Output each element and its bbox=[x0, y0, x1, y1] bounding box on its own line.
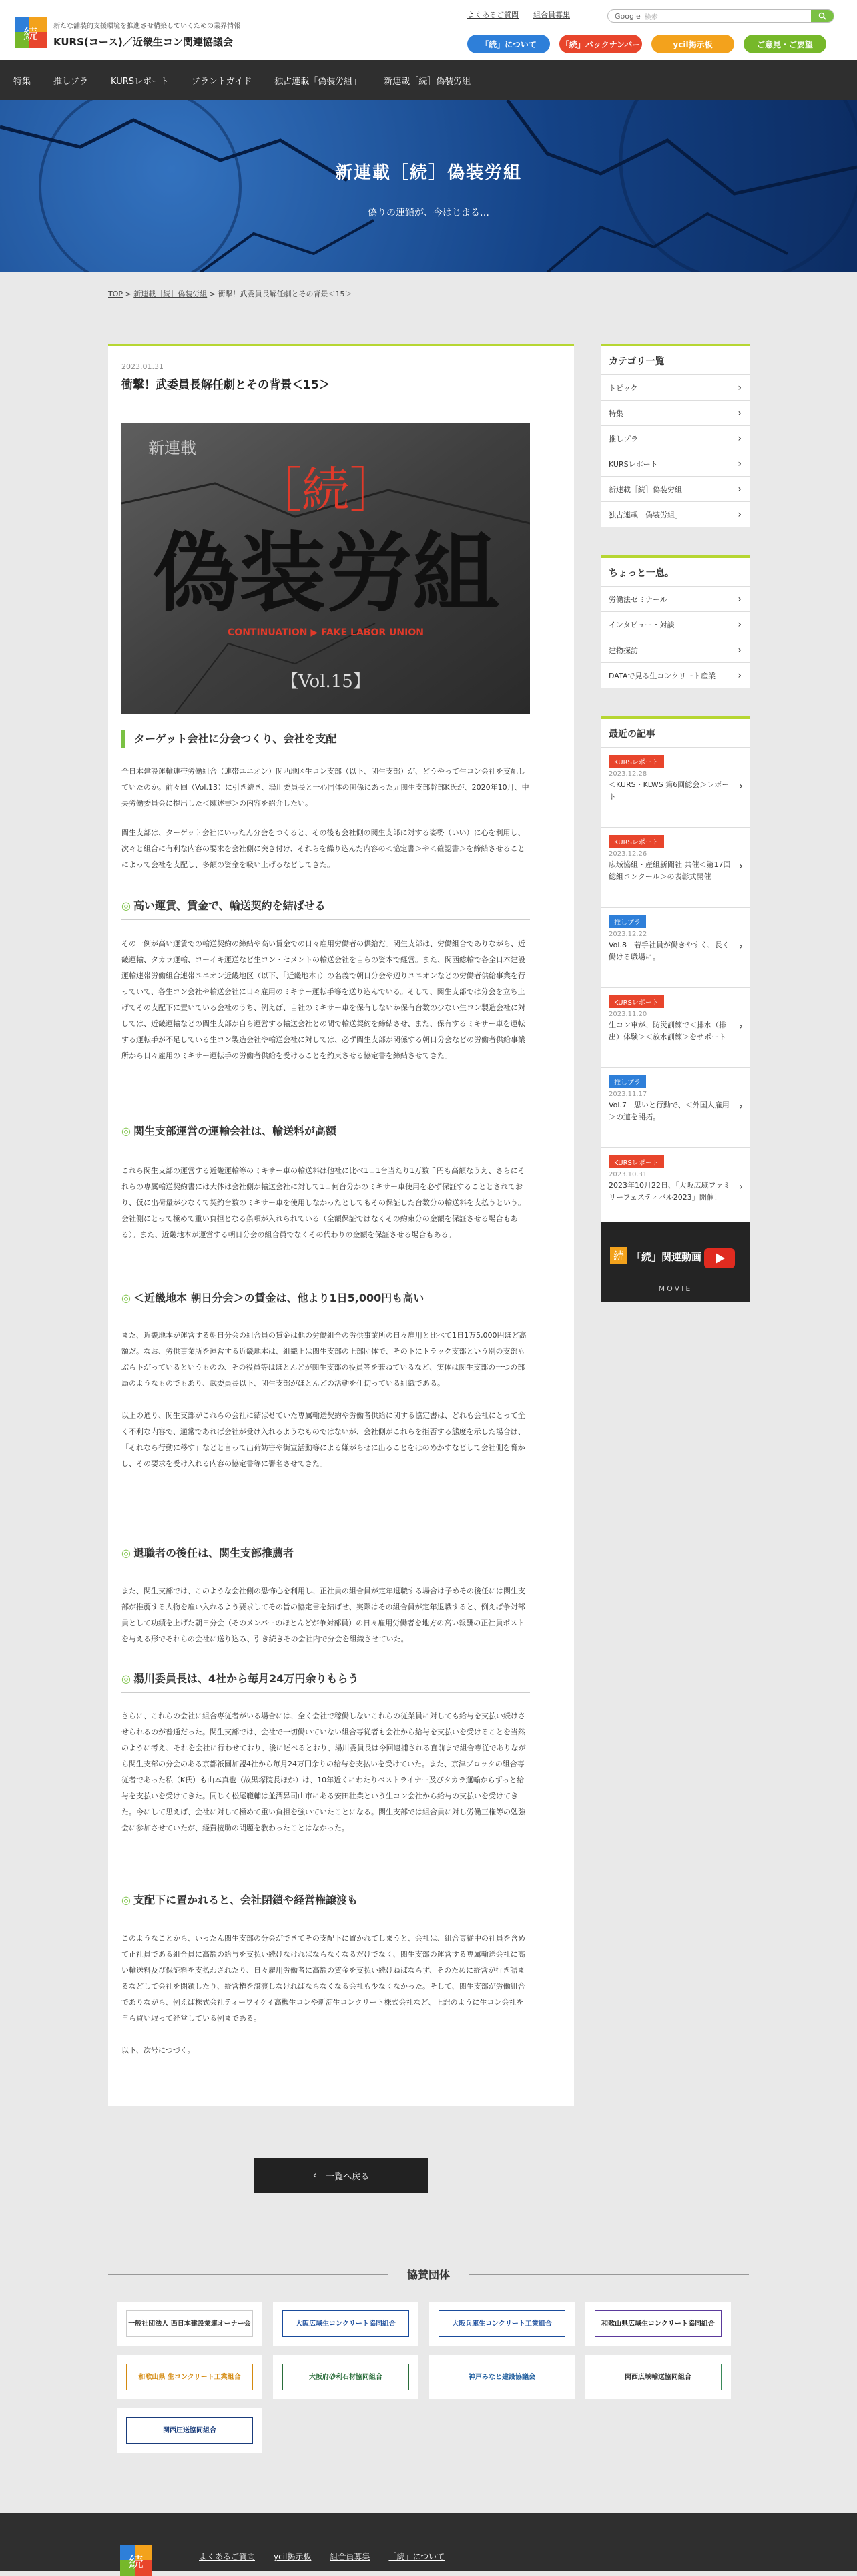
sponsor-logo: 和歌山県 生コンクリート工業組合 bbox=[126, 2364, 253, 2390]
cta-feedback[interactable]: ご意見・ご要望 bbox=[744, 35, 826, 53]
sidebar-item-oshipura[interactable]: 推しプラ › bbox=[601, 425, 750, 451]
image-kanji-main: 偽装労組 bbox=[152, 522, 500, 624]
category-badge: KURSレポート bbox=[609, 995, 664, 1008]
nav-item-exclusive-series[interactable]: 独占連載「偽装労組」 bbox=[274, 76, 362, 87]
sidebar-misc bbox=[601, 555, 750, 688]
recent-article-item[interactable] bbox=[601, 907, 750, 987]
sidebar-misc-title: ちょっと一息。 bbox=[601, 555, 750, 586]
hero-subtitle: 偽りの連鎖が、今はじまる… bbox=[368, 208, 489, 218]
site-logo-icon[interactable] bbox=[15, 17, 47, 48]
sponsor-logo: 関西圧送協同組合 bbox=[126, 2417, 253, 2444]
recent-article-title: ＜KURS・KLWS 第6回総会＞レポート bbox=[609, 780, 730, 801]
recent-article-item[interactable] bbox=[601, 747, 750, 827]
sponsor-grid bbox=[117, 2302, 738, 2453]
image-kicker: 新連載 bbox=[148, 439, 196, 457]
category-badge: KURSレポート bbox=[609, 1155, 664, 1168]
back-to-list-label: 一覧へ戻る bbox=[326, 2171, 370, 2182]
post-date: 2023.01.31 bbox=[121, 362, 164, 371]
chevron-right-icon: › bbox=[738, 593, 742, 605]
article-card bbox=[108, 344, 574, 2106]
hero-title: 新連載［続］偽装労組 bbox=[334, 163, 522, 183]
sidebar-recent bbox=[601, 716, 750, 1228]
category-badge: KURSレポート bbox=[609, 755, 664, 768]
sponsors-title: 協賛団体 bbox=[406, 2268, 450, 2281]
chevron-right-icon: › bbox=[739, 941, 743, 952]
footer-link-faq[interactable]: よくあるご質問 bbox=[199, 2552, 256, 2561]
section-heading-2: ◎ 関生支部運営の運輸会社は、輸送料が高額 bbox=[121, 1123, 530, 1145]
video-banner-art bbox=[601, 1222, 750, 1302]
chevron-right-icon: › bbox=[739, 1101, 743, 1112]
section-marker-icon: ◎ bbox=[121, 899, 131, 912]
faq-link[interactable]: よくあるご質問 bbox=[467, 11, 519, 19]
recent-article-date: 2023.12.28 bbox=[609, 770, 647, 778]
recent-article-date: 2023.12.26 bbox=[609, 850, 647, 858]
sidebar-item-interview[interactable]: インタビュー・対談 › bbox=[601, 611, 750, 637]
nav-item-feature[interactable]: 特集 bbox=[13, 76, 31, 87]
breadcrumb-parent[interactable]: 新連載［続］偽装労組 bbox=[133, 290, 208, 298]
search-box[interactable] bbox=[607, 9, 834, 23]
footer-link-about[interactable]: 「続」について bbox=[388, 2552, 445, 2561]
sponsor-logo: 一般社団法人 西日本建設業連オーナー会 bbox=[126, 2310, 253, 2337]
search-icon bbox=[818, 12, 826, 20]
sponsor-logo: 大阪府砂利石材協同組合 bbox=[282, 2364, 409, 2390]
section-marker-icon: ◎ bbox=[121, 1672, 131, 1685]
chevron-right-icon: › bbox=[738, 509, 742, 520]
image-tagline: CONTINUATION ▶ FAKE LABOR UNION bbox=[228, 627, 424, 638]
cta-backnumber[interactable]: 「続」バックナンバー bbox=[559, 35, 642, 53]
section-body-2: これら関生支部の運営する近畿運輸等のミキサー車の輸送料は他社に比べ1日1台当たり1万数千円も高額なうえ、さらにそれらの専属輸送契約書には大体は会社側が輸送会社に対して1日何台分かのミキサー車使用を必ず保証することとされており、仮に出荷量が少なくて契約台数のミキサー車を使用しなかったとしてもその保証した台数分の輸送料を支払うという。会社側にとって極めて重い負担となる条項が入れられている（全額保証ではなくその約束分の金額を保証させる場合もある）。また、近畿地本が運営する朝日分会の組合員でなくその代わりの金額を保証させる場合もある。 bbox=[121, 1166, 525, 1239]
recent-article-title: 2023年10月22日、「大阪広域ファミリーフェスティバル2023」開催！ bbox=[609, 1181, 731, 1202]
chevron-right-icon: › bbox=[739, 1021, 743, 1032]
section-heading-1: ◎ 高い運賃、賃金で、輸送契約を結ばせる bbox=[121, 897, 530, 920]
chevron-left-icon: ‹ bbox=[312, 2170, 317, 2181]
sidebar-item-labor-law[interactable]: 労働法ゼミナール › bbox=[601, 586, 750, 611]
site-name[interactable]: KURS(コース)／近畿生コン関連協議会 bbox=[53, 36, 233, 48]
recent-article-date: 2023.12.22 bbox=[609, 931, 647, 938]
cta-about[interactable]: 「続」について bbox=[467, 35, 550, 53]
intro-paragraph-1: 全日本建設運輸連帯労働組合（連帯ユニオン）関西地区生コン支部（以下、関生支部）が、どうやって生コン会社を支配していたのか。前々回（Vol.13）に引き続き、湯川委員長と一心同体の関係にあった元関生支部幹部K氏が、2020年10月、中央労働委員会に提出した＜陳述書＞の内容を紹介したい。 bbox=[121, 767, 529, 808]
section-heading-4: ◎ 退職者の後任は、関生支部推薦者 bbox=[121, 1545, 530, 1567]
sponsor-logo-card[interactable] bbox=[429, 2302, 575, 2346]
sponsor-logo-card[interactable] bbox=[117, 2302, 262, 2346]
recent-article-title: Vol.8 若手社員が働きやすく、長く働ける職場に。 bbox=[609, 941, 730, 961]
chevron-right-icon: › bbox=[738, 407, 742, 419]
article-feature-image bbox=[121, 423, 530, 714]
section-marker-icon: ◎ bbox=[121, 1125, 131, 1137]
chevron-right-icon: › bbox=[738, 644, 742, 656]
video-banner-label: 「続」関連動画 bbox=[631, 1251, 702, 1263]
footer-link-recruit[interactable]: 組合員募集 bbox=[330, 2552, 370, 2561]
section-body-3: また、近畿地本が運営する朝日分会の組合員の賃金は他の労働組合の労供事業所の日々雇用と比べて1日1万5,000円ほど高額だ。なお、労供事業所を運営する近畿地本は、組織上は関生支部の上部団体で、その下にトラック支部という別の支部もぶら下がっているというものの、その役員等はほとんどが関生支部の役員等を兼ねているなど、実体は関生支部の一つの部局のようなものでもあり、武委員長以下、関生支部がほとんどの活動を仕切っている組織である。 以上の通り、関生支部がこれらの会社に結ばせていた専属輸送契約や労働者供給に関する協定書は、どれも会社にとって全く不利な内容で、通常であれば会社が受け入れるようなものではないが、会社側がこれらを拒否する態度を示した場合は、「それなら行動に移す」などと言って出荷妨害や街宣活動等による嫌がらせに出ることをほのめかすなどして会社側を脅かし、その要求を受け入れる内容の協定書等に署名させてきた。 bbox=[121, 1331, 527, 1468]
section-marker-icon: ◎ bbox=[121, 1547, 131, 1559]
sponsor-logo-card[interactable] bbox=[273, 2302, 418, 2346]
page-title: 衝撃！武委員長解任劇とその背景＜15＞ bbox=[121, 378, 330, 392]
member-recruit-link[interactable]: 組合員募集 bbox=[533, 11, 570, 19]
section-marker-icon: ◎ bbox=[121, 1894, 131, 1906]
recent-article-title: 生コン車が、防災訓練で＜排水（排出）体験＞＜放水訓練＞をサポート bbox=[609, 1021, 726, 1041]
sponsor-logo-card[interactable] bbox=[429, 2355, 575, 2399]
sponsor-logo-card[interactable] bbox=[585, 2355, 731, 2399]
svg-text:続: 続 bbox=[613, 1250, 625, 1262]
category-badge: KURSレポート bbox=[609, 835, 664, 848]
nav-item-plant-guide[interactable]: プラントガイド bbox=[192, 76, 252, 87]
chevron-right-icon: › bbox=[738, 382, 742, 393]
sidebar-item-building-visit[interactable]: 建物探訪 › bbox=[601, 637, 750, 662]
hero-crack-pattern bbox=[0, 100, 857, 272]
section-heading-3: ◎ ＜近畿地本 朝日分会＞の賃金は、他より1日5,000円も高い bbox=[121, 1290, 530, 1312]
cta-board[interactable]: ycil掲示板 bbox=[651, 35, 734, 53]
svg-text:続: 続 bbox=[23, 27, 39, 43]
chevron-right-icon: › bbox=[739, 861, 743, 872]
sponsor-logo: 関西広域輸送協同組合 bbox=[595, 2364, 722, 2390]
breadcrumb-current: 衝撃！武委員長解任劇とその背景＜15＞ bbox=[218, 290, 352, 298]
section-body-5: さらに、これらの会社に組合専従者がいる場合には、全く会社で稼働しないこれらの従業員に対しても給与を支払い続けさせられるのが普通だった。関生支部では、会社で一切働いていない組合専従者も会社から給与を支払いを受けることを当然のように考え、それを会社に行わせており、後に述べるとおり、湯川委員長は今回逮捕される直前まで組合専従でありながら関生支部の分会のある京都祇園加盟4社から毎月24万円余りの給与を支払いを受けていた。また、京津ブロックの組合専従者であった私（K氏）も山本真也（故黒塚院長ほか）は、10年近くにわたりベストライナー及びタカラ運輸からずっと給与を支払いを受けてきた。同じく松尾範輔は並潤昇司山市にある安田壮業という生コン会社から給与の支払いを受けてきた。今にして思えば、会社に対して極めて重い負担を強いていたことになる。関生支部では組合員に対し労働三権等の勉強会に参加させていたが、経費接助の問題を教わったことはなかった。 bbox=[121, 1712, 526, 1832]
sidebar-recent-title: 最近の記事 bbox=[601, 716, 750, 747]
nav-item-new-series[interactable]: 新連載［続］偽装労組 bbox=[384, 76, 471, 87]
recent-article-date: 2023.11.20 bbox=[609, 1011, 647, 1018]
site-header bbox=[0, 0, 857, 60]
search-button[interactable] bbox=[811, 9, 834, 23]
main-nav bbox=[0, 60, 857, 100]
sidebar-item-kurs-report[interactable]: KURSレポート › bbox=[601, 451, 750, 476]
recent-article-title: Vol.7 思いと行動で、＜外国人雇用＞の道を開拓。 bbox=[609, 1101, 730, 1121]
sidebar-item-feature[interactable]: 特集 › bbox=[601, 400, 750, 425]
recent-article-date: 2023.10.31 bbox=[609, 1171, 647, 1178]
recent-article-title: 広域協組・産組新聞社 共催＜第17回総組コンクール＞の表彰式開催 bbox=[609, 860, 731, 881]
footer-logo-icon[interactable] bbox=[120, 2545, 152, 2576]
sponsor-logo-card[interactable] bbox=[273, 2355, 418, 2399]
sidebar-item-topic[interactable]: トピック › bbox=[601, 374, 750, 400]
recent-article-item[interactable] bbox=[601, 1147, 750, 1228]
svg-text:続: 続 bbox=[128, 2555, 144, 2571]
search-provider-label: Google bbox=[615, 11, 641, 21]
lead-heading: ターゲット会社に分会つくり、会社を支配 bbox=[121, 730, 530, 748]
chevron-right-icon: › bbox=[738, 619, 742, 630]
intro-paragraph-2: 関生支部は、ターゲット会社にいったん分会をつくると、その後も会社側の関生支部に対する姿勢（いい）に心を利用し、次々と組合に有利な内容の要求を会社側に突き付け、それらを繰り込んだ内容の＜協定書＞や＜確認書＞を締結させることによって会社を支配し、多額の資金を吸い上げるなどしてきた。 bbox=[121, 828, 525, 869]
nav-item-oshipura[interactable]: 推しプラ bbox=[53, 76, 89, 87]
image-kanji-top: ［続］ bbox=[253, 462, 398, 518]
sidebar-item-data[interactable]: DATAで見る生コンクリート産業 › bbox=[601, 662, 750, 688]
hero-banner bbox=[0, 100, 857, 272]
chevron-right-icon: › bbox=[738, 458, 742, 469]
category-badge: 推しプラ bbox=[609, 1075, 646, 1088]
section-body-1: その一例が高い運賃での輸送契約の締結や高い賃金での日々雇用労働者の供給だ。関生支部は、労働組合でありながら、近畿運輸、タカラ運輸、コーイキ運送など生コン・セメントの輸送会社を自らの資本で経営。また、関西総輸で各全日本建設運輸連帯労働組合連帯ユニオン近畿地区（以下、「近畿地本」）の名義で朝日分会や辺りユニオンなどの労働者供給事業を行っていて、各生コン会社や輸送会社に日々雇用のミキサー運転手等を送り込んでいる。そして、関生支部では分会を立ち上げてその支配下に置いている会社のうち、例えば、自社のミキサー車を保有しないか保有台数の少ない生コン製造会社に対しては、近畿運輸などの関生支部が自ら運営する輸送会社との間で輸送契約を締結させ、また、保有するミキサー車を運転する運転手が不足している生コン製造会社や輸送会社に対しては、必ず関生支部が関係する朝日分会などの労働者供給事業所から日々雇用のミキサー運転手の労働者供給を受けることを約束させる協定書を締結させてきた。 bbox=[121, 939, 525, 1060]
site-footer bbox=[0, 2513, 857, 2571]
nav-item-kurs-report[interactable]: KURSレポート bbox=[111, 76, 170, 87]
chevron-right-icon: › bbox=[738, 483, 742, 495]
category-badge: 推しプラ bbox=[609, 915, 646, 928]
recent-article-item[interactable] bbox=[601, 987, 750, 1067]
section-marker-icon: ◎ bbox=[121, 1292, 131, 1304]
sponsor-logo: 大阪広域生コンクリート協同組合 bbox=[282, 2310, 409, 2337]
chevron-right-icon: › bbox=[739, 1182, 743, 1192]
sidebar-item-exclusive-series[interactable]: 独占連載「偽装労組」 › bbox=[601, 501, 750, 527]
sidebar-categories bbox=[601, 344, 750, 527]
section-body-4: また、関生支部では、このような会社側の恐怖心を利用し、正社員の組合員が定年退職する場合は予めその後任には関生支部が推薦する人物を雇い入れるよう要求してその旨の協定書を結ばせ、実際はその組合員が定年退職すると、例えば争対部員として功績を上げた朝日分会（そのメンバーのほとんどが争対部員）の日々雇用労働者を地方の高い報酬の正社員ポストを与える形でそれらの会社に送り込み、引き続きその会社内で分会を組織させていた。 bbox=[121, 1587, 525, 1643]
section-heading-6: ◎ 支配下に置かれると、会社閉鎖や経営権譲渡も bbox=[121, 1892, 530, 1914]
chevron-right-icon: › bbox=[738, 433, 742, 444]
section-body-6: このようなことから、いったん関生支部の分会ができてその支配下に置かれてしまうと、会社は、組合専従中の社員を含めて正社員である組合員に高額の給与を支払い続けなければならなくなるだけでなく、関生支部の運営する専属輸送会社に高い輸送料及び保証料を支払わされたり、日々雇用労働者に高額の賃金を支払い続けねばならず、そのために経営が行き詰まるなどして会社を閉鎖したり、経営権を譲渡しなければならなくなる会社も少なくなかった。そして、関生支部が労働組合でありながら、例えば株式会社ティーワイケイ高槻生コンや新淀生コンクリート株式会社など、上記のように生コン会社を自ら買い取って経営している例まである。 以下、次号につづく。 bbox=[121, 1934, 525, 2055]
section-heading-5: ◎ 湯川委員長は、4社から毎月24万円余りもらう bbox=[121, 1670, 530, 1693]
recent-article-item[interactable] bbox=[601, 827, 750, 907]
image-volume: 【Vol.15】 bbox=[281, 672, 370, 692]
recent-article-date: 2023.11.17 bbox=[609, 1091, 647, 1098]
chevron-right-icon: › bbox=[739, 781, 743, 792]
sponsor-logo: 大阪兵庫生コンクリート工業組合 bbox=[439, 2310, 565, 2337]
sponsor-logo: 神戸みなと建設協議会 bbox=[439, 2364, 565, 2390]
recent-article-item[interactable] bbox=[601, 1067, 750, 1147]
breadcrumb: TOP > 新連載［続］偽装労組 > 衝撃！武委員長解任劇とその背景＜15＞ bbox=[108, 290, 352, 298]
breadcrumb-home[interactable]: TOP bbox=[108, 290, 123, 298]
video-banner[interactable] bbox=[601, 1222, 750, 1302]
feature-image-art bbox=[121, 423, 530, 714]
footer-link-board[interactable]: ycil掲示板 bbox=[274, 2552, 312, 2561]
sponsor-logo: 和歌山県広域生コンクリート協同組合 bbox=[595, 2310, 722, 2337]
back-to-list-button[interactable] bbox=[254, 2158, 428, 2193]
sidebar-item-new-series[interactable]: 新連載［続］偽装労組 › bbox=[601, 476, 750, 501]
sidebar-categories-title: カテゴリ一覧 bbox=[601, 344, 750, 374]
search-input[interactable]: 検索 bbox=[644, 13, 658, 21]
sponsor-logo-card[interactable] bbox=[117, 2408, 262, 2453]
video-banner-sub: MOVIE bbox=[658, 1284, 693, 1293]
sponsor-logo-card[interactable] bbox=[585, 2302, 731, 2346]
chevron-right-icon: › bbox=[738, 670, 742, 681]
site-tagline: 新たな舗装的支援環境を推進させ構築していくための業界情報 bbox=[53, 23, 240, 30]
sponsor-logo-card[interactable] bbox=[117, 2355, 262, 2399]
